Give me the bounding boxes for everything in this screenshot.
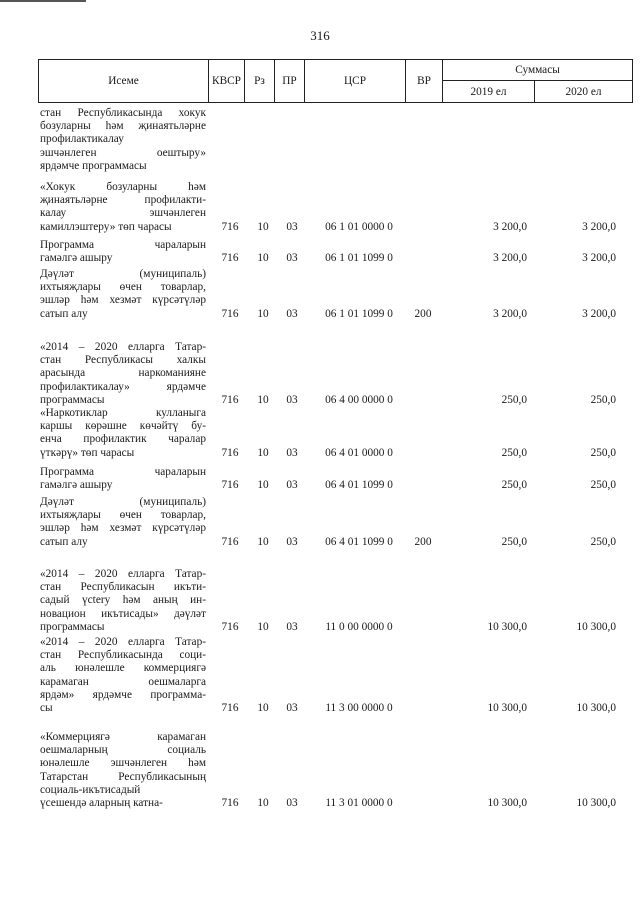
description-line: Дәүләт (муниципаль) — [40, 268, 206, 280]
header-name: Исеме — [39, 60, 209, 103]
row-description — [40, 268, 206, 321]
header-csr: ЦСР — [305, 60, 406, 103]
cell-csr: 06 4 01 0000 0 — [325, 446, 393, 459]
cell-y2019: 10 300,0 — [487, 797, 527, 809]
header-rz: Рз — [245, 60, 275, 103]
row-description — [40, 239, 206, 265]
cell-kvsr: 716 — [221, 446, 239, 459]
cell-y2019: 250,0 — [501, 446, 527, 459]
row-description — [40, 407, 206, 460]
description-line: стан Республикасында хокук — [40, 107, 206, 119]
description-line: карамаган оешмаларга — [40, 675, 206, 688]
cell-kvsr: 716 — [221, 479, 239, 492]
row-description — [40, 466, 206, 492]
cell-kvsr: 716 — [221, 535, 239, 548]
row-description — [40, 731, 206, 810]
cell-y2019: 250,0 — [501, 393, 527, 406]
description-line: сатып алу — [40, 535, 88, 548]
header-pr: ПР — [275, 60, 305, 103]
cell-rz: 10 — [257, 797, 269, 809]
description-line: «Наркотиклар кулланыга — [40, 407, 206, 419]
description-line: үткәрү» төп чарасы — [40, 446, 135, 459]
cell-csr: 06 1 01 1099 0 — [325, 307, 393, 320]
header-year-2019: 2019 ел — [443, 81, 535, 103]
cell-y2020: 250,0 — [590, 535, 616, 548]
row-description — [40, 341, 206, 407]
row-description — [40, 496, 206, 549]
cell-kvsr: 716 — [221, 797, 239, 809]
description-line: профилактикалау — [40, 133, 124, 146]
cell-csr: 06 4 01 1099 0 — [325, 479, 393, 492]
description-line: ярдәм» ярдәмче программа- — [40, 688, 206, 701]
cell-pr: 03 — [286, 393, 298, 406]
cell-csr: 11 3 00 0000 0 — [325, 702, 393, 714]
description-line: сатып алу — [40, 307, 88, 320]
description-line: эшләр һәм хезмәт күрсәтүләр — [40, 522, 206, 535]
cell-rz: 10 — [257, 535, 269, 548]
cell-y2020: 250,0 — [590, 479, 616, 492]
cell-pr: 03 — [286, 702, 298, 714]
description-line: арасында наркоманияне — [40, 367, 206, 380]
cell-y2019: 10 300,0 — [487, 620, 527, 633]
cell-y2020: 10 300,0 — [576, 702, 616, 714]
cell-y2020: 250,0 — [590, 446, 616, 459]
cell-kvsr: 716 — [221, 307, 239, 320]
description-line: юнәлешле эшчәнлеген һәм — [40, 757, 206, 770]
cell-rz: 10 — [257, 479, 269, 492]
cell-csr: 06 4 01 1099 0 — [325, 535, 393, 548]
cell-vr: 200 — [414, 307, 432, 320]
description-line: гамәлгә ашыру — [40, 252, 113, 265]
description-line: гамәлгә ашыру — [40, 479, 113, 492]
cell-y2020: 10 300,0 — [576, 620, 616, 633]
row-description — [40, 568, 206, 634]
cell-kvsr: 716 — [221, 393, 239, 406]
description-line: стан Республикасы халкы — [40, 354, 206, 367]
description-line: программасы — [40, 620, 105, 633]
cell-kvsr: 716 — [221, 702, 239, 714]
description-line: оешмаларның социаль — [40, 744, 206, 757]
description-line: ихтыяҗлары өчен товарлар, — [40, 281, 206, 294]
description-line: ихтыяҗлары өчен товарлар, — [40, 509, 206, 522]
description-line: стан Республикасын икъти- — [40, 581, 206, 594]
description-line: Программа чараларын — [40, 466, 206, 478]
cell-kvsr: 716 — [221, 252, 239, 265]
cell-y2020: 10 300,0 — [576, 797, 616, 809]
cell-csr: 06 4 00 0000 0 — [325, 393, 393, 406]
header-sums: Суммасы — [443, 60, 633, 81]
header-year-2020: 2020 ел — [535, 81, 633, 103]
description-line: үсешендә аларның катна- — [40, 796, 163, 809]
description-line: «Хокук бозуларны һәм — [40, 181, 206, 193]
header-vr: ВР — [406, 60, 443, 103]
cell-rz: 10 — [257, 220, 269, 233]
cell-rz: 10 — [257, 446, 269, 459]
description-line: социаль-икътисадый — [40, 783, 141, 796]
cell-pr: 03 — [286, 620, 298, 633]
cell-y2020: 250,0 — [590, 393, 616, 406]
cell-pr: 03 — [286, 479, 298, 492]
description-line: енча профилактик чаралар — [40, 433, 206, 446]
cell-pr: 03 — [286, 307, 298, 320]
description-line: «2014 – 2020 елларга Татар- — [40, 568, 206, 580]
cell-kvsr: 716 — [221, 620, 239, 633]
description-line: бозуларны һәм җинаятьләрне — [40, 120, 206, 133]
cell-csr: 11 3 01 0000 0 — [325, 797, 393, 809]
description-line: «2014 – 2020 елларга Татар- — [40, 341, 206, 353]
cell-pr: 03 — [286, 797, 298, 809]
cell-rz: 10 — [257, 307, 269, 320]
cell-csr: 06 1 01 1099 0 — [325, 252, 393, 265]
description-line: «2014 – 2020 елларга Татар- — [40, 636, 206, 648]
cell-pr: 03 — [286, 446, 298, 459]
cell-y2020: 3 200,0 — [582, 307, 616, 320]
page-number: 316 — [310, 28, 330, 43]
description-line: каршы көрәшне көчәйтү бу- — [40, 420, 206, 433]
cell-y2019: 3 200,0 — [493, 252, 527, 265]
description-line: новацион икътисады» дәүләт — [40, 607, 206, 620]
cell-pr: 03 — [286, 252, 298, 265]
cell-y2019: 3 200,0 — [493, 307, 527, 320]
cell-rz: 10 — [257, 620, 269, 633]
cell-y2020: 3 200,0 — [582, 220, 616, 233]
cell-vr: 200 — [414, 535, 432, 548]
cell-rz: 10 — [257, 252, 269, 265]
row-description — [40, 107, 206, 173]
cell-kvsr: 716 — [221, 220, 239, 233]
description-line: ярдәмче программасы — [40, 159, 147, 172]
description-line: Дәүләт (муниципаль) — [40, 496, 206, 508]
header-kvsr: КВСР — [209, 60, 245, 103]
description-line: «Коммерциягә карамаган — [40, 731, 206, 743]
description-line: Программа чараларын — [40, 239, 206, 251]
description-line: сы — [40, 701, 53, 714]
description-line: эшләр һәм хезмәт күрсәтүләр — [40, 294, 206, 307]
row-description — [40, 181, 206, 234]
description-line: аль юнәлешле коммерциягә — [40, 662, 206, 675]
description-line: садый үсterу һәм аның ин- — [40, 594, 206, 607]
cell-pr: 03 — [286, 535, 298, 548]
cell-csr: 06 1 01 0000 0 — [325, 220, 393, 233]
description-line: калау эшчәнлеген — [40, 207, 206, 220]
description-line: Татарстан Республикасының — [40, 770, 206, 783]
description-line: эшчәнлеген оештыру» — [40, 146, 206, 159]
row-description — [40, 636, 206, 715]
cell-csr: 11 0 00 0000 0 — [325, 620, 393, 633]
cell-pr: 03 — [286, 220, 298, 233]
description-line: камиллэштеру» төп чарасы — [40, 220, 172, 233]
cell-y2019: 10 300,0 — [487, 702, 527, 714]
cell-rz: 10 — [257, 393, 269, 406]
cell-y2019: 250,0 — [501, 479, 527, 492]
cell-y2020: 3 200,0 — [582, 252, 616, 265]
cell-y2019: 250,0 — [501, 535, 527, 548]
description-line: җинаятьләрне профилакти- — [40, 194, 206, 207]
cell-rz: 10 — [257, 702, 269, 714]
description-line: профилактикалау» ярдәмче — [40, 380, 206, 393]
description-line: программасы — [40, 393, 105, 406]
description-line: стан Республикасында соци- — [40, 649, 206, 662]
cell-y2019: 3 200,0 — [493, 220, 527, 233]
